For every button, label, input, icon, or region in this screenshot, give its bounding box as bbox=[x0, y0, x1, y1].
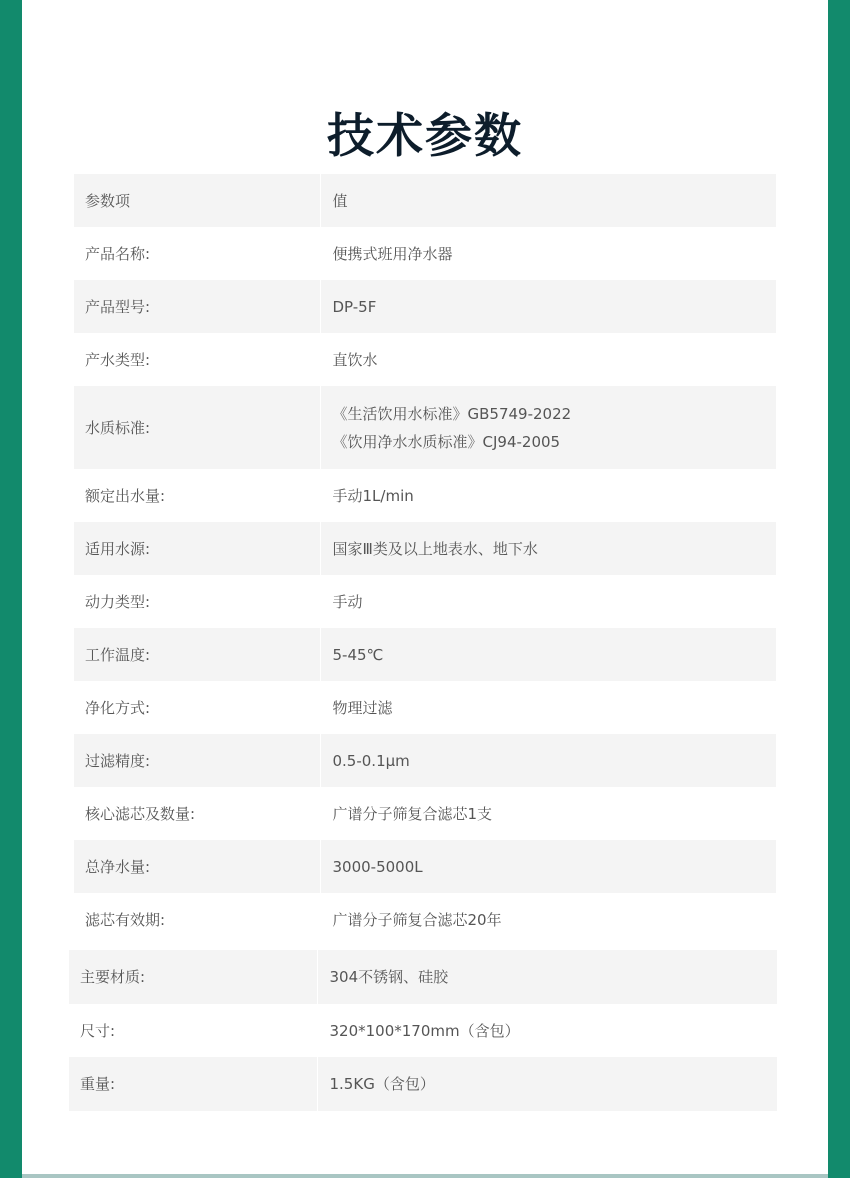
table-row bbox=[74, 280, 776, 333]
header-key: 参数项 bbox=[74, 174, 320, 227]
bottom-divider bbox=[22, 1174, 828, 1178]
table-row bbox=[74, 575, 776, 628]
row-value: 1.5KG（含包） bbox=[317, 1057, 777, 1111]
header-value: 值 bbox=[320, 174, 776, 227]
table-row bbox=[74, 469, 776, 522]
row-value: 便携式班用净水器 bbox=[320, 227, 776, 280]
row-value: 广谱分子筛复合滤芯20年 bbox=[320, 893, 776, 946]
row-value: 直饮水 bbox=[320, 333, 776, 386]
table-row bbox=[74, 840, 776, 893]
row-value: 304不锈钢、硅胶 bbox=[317, 950, 777, 1004]
row-key: 重量: bbox=[69, 1057, 317, 1111]
row-key: 水质标准: bbox=[74, 386, 320, 469]
page-title: 技术参数 bbox=[327, 109, 523, 164]
table-row bbox=[74, 333, 776, 386]
table-row bbox=[74, 787, 776, 840]
row-key: 产品型号: bbox=[74, 280, 320, 333]
row-key: 动力类型: bbox=[74, 575, 320, 628]
row-key: 产品名称: bbox=[74, 227, 320, 280]
table-row bbox=[74, 628, 776, 681]
row-key: 工作温度: bbox=[74, 628, 320, 681]
table-row bbox=[74, 227, 776, 280]
row-value bbox=[320, 386, 776, 469]
row-value: 320*100*170mm（含包） bbox=[317, 1004, 777, 1058]
row-key: 滤芯有效期: bbox=[74, 893, 320, 946]
table-row bbox=[74, 386, 776, 469]
row-key: 总净水量: bbox=[74, 840, 320, 893]
row-key: 尺寸: bbox=[69, 1004, 317, 1058]
row-key: 过滤精度: bbox=[74, 734, 320, 787]
table-row bbox=[74, 522, 776, 575]
row-value: 广谱分子筛复合滤芯1支 bbox=[320, 787, 776, 840]
row-value: 手动 bbox=[320, 575, 776, 628]
row-key: 适用水源: bbox=[74, 522, 320, 575]
spec-table-extra bbox=[69, 950, 777, 1111]
row-value: 0.5-0.1μm bbox=[320, 734, 776, 787]
row-key: 额定出水量: bbox=[74, 469, 320, 522]
table-row bbox=[69, 950, 777, 1004]
row-key: 净化方式: bbox=[74, 681, 320, 734]
row-value: 国家Ⅲ类及以上地表水、地下水 bbox=[320, 522, 776, 575]
table-row bbox=[74, 893, 776, 946]
table-row bbox=[69, 1004, 777, 1058]
table-row bbox=[74, 681, 776, 734]
row-value: DP-5F bbox=[320, 280, 776, 333]
row-key: 主要材质: bbox=[69, 950, 317, 1004]
row-value: 手动1L/min bbox=[320, 469, 776, 522]
table-header-row bbox=[74, 174, 776, 227]
row-value-line: 《生活饮用水标准》GB5749-2022 bbox=[332, 404, 572, 423]
table-row bbox=[74, 734, 776, 787]
table-row bbox=[69, 1057, 777, 1111]
row-value: 物理过滤 bbox=[320, 681, 776, 734]
row-value: 5-45℃ bbox=[320, 628, 776, 681]
content-panel bbox=[22, 0, 828, 1174]
row-key: 核心滤芯及数量: bbox=[74, 787, 320, 840]
row-value-line: 《饮用净水水质标准》CJ94-2005 bbox=[332, 432, 561, 451]
row-value: 3000-5000L bbox=[320, 840, 776, 893]
spec-table bbox=[74, 174, 776, 946]
row-key: 产水类型: bbox=[74, 333, 320, 386]
